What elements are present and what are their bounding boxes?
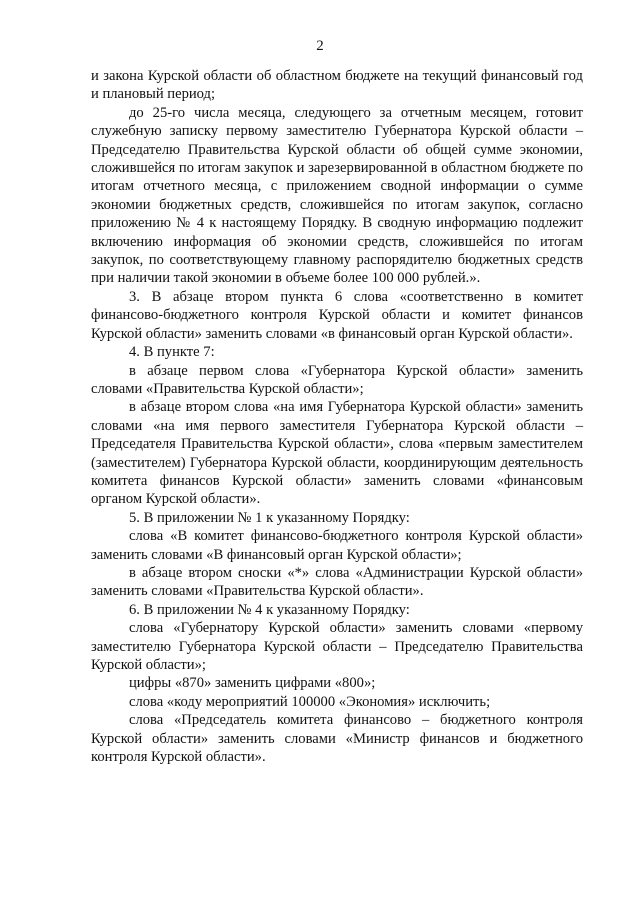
paragraph-item-6-first: слова «Губернатору Курской области» заменить словами «первому заместителю Губернатора Курской области – Председателю Правительства Курской области»; <box>91 620 583 673</box>
paragraph-item-5-footnote: в абзаце втором сноски «*» слова «Администрации Курской области» заменить словами «Правительства Курской области». <box>91 564 583 600</box>
paragraph-item-4-second: в абзаце втором слова «на имя Губернатора Курской области» заменить словами «на имя первого заместителя Губернатора Курской области – Председателя Правительства Курской области», слова «первым заместителем (заместителем) Губернатора Курской области, координирующим деятельность комитета финансов Курской области» заменить словами «финансовым органом Курской области». <box>91 399 583 508</box>
paragraph-deadline-memo: до 25-го числа месяца, следующего за отчетным месяцем, готовит служебную записку первому заместителю Губернатора Курской области – Председателю Правительства Курской области об общей сумме экономии, сложившейся по итогам закупок и зарезервированной в областном бюджете по итогам отчетного месяца, с приложением сводной информации о сумме экономии бюджетных средств, сложившейся по итогам закупок, согласно приложению № 4 к настоящему Порядку. В сводную информацию подлежит включению информация об экономии средств, сложившейся по итогам закупок, по соответствующему главному распорядителю бюджетных средств при наличии такой экономии в объеме более 100 000 рублей.». <box>91 104 583 287</box>
paragraph-continuation: и закона Курской области об областном бюджете на текущий финансовый год и плановый период; <box>91 68 583 103</box>
paragraph-item-5-heading: 5. В приложении № 1 к указанному Порядку: <box>129 509 410 526</box>
page-number: 2 <box>316 38 324 54</box>
paragraph-item-6-heading: 6. В приложении № 4 к указанному Порядку: <box>129 601 410 618</box>
paragraph-item-5-first: слова «В комитет финансово-бюджетного контроля Курской области» заменить словами «В финансовый орган Курской области»; <box>91 528 583 563</box>
document-body <box>91 67 583 766</box>
paragraph-item-4-heading: 4. В пункте 7: <box>129 344 215 361</box>
paragraph-item-3: 3. В абзаце втором пункта 6 слова «соответственно в комитет финансово-бюджетного контроля Курской области и комитет финансов Курской области» заменить словами «в финансовый орган Курской области». <box>91 288 583 342</box>
paragraph-item-6-signatory: слова «Председатель комитета финансово – бюджетного контроля Курской области» заменить словами «Министр финансов и бюджетного контроля Курской области». <box>91 712 583 766</box>
paragraph-item-6-exclude: слова «коду мероприятий 100000 «Экономия» исключить; <box>129 693 491 710</box>
paragraph-item-4-first: в абзаце первом слова «Губернатора Курской области» заменить словами «Правительства Курской области»; <box>91 362 583 397</box>
paragraph-item-6-digits: цифры «870» заменить цифрами «800»; <box>129 675 376 692</box>
